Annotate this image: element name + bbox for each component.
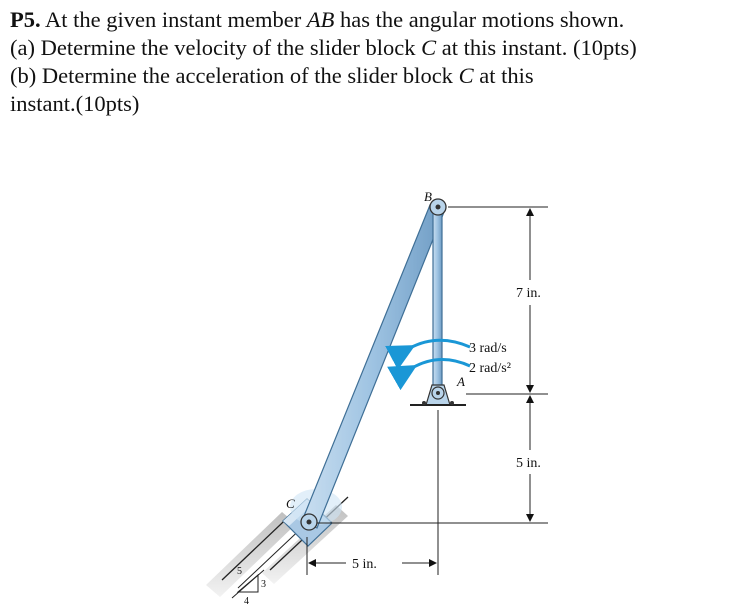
label-c: C [286, 496, 295, 511]
slider-label: C [421, 35, 437, 60]
dim-5-horizontal-label: 5 in. [352, 557, 377, 572]
problem-text: At the given instant member [45, 7, 307, 32]
slope-run-label: 4 [244, 596, 249, 607]
problem-number: P5. [10, 7, 41, 32]
part-a-text: (a) Determine the velocity of the slider block [10, 35, 422, 60]
dim-5-vertical-label: 5 in. [516, 456, 541, 471]
part-b-text: (b) Determine the acceleration of the slider block [10, 63, 459, 88]
rod-bc [302, 205, 444, 528]
problem-text: has the angular motions shown. [334, 7, 625, 32]
part-a-points: at this instant. (10pts) [436, 35, 637, 60]
slider-label: C [458, 63, 474, 88]
pin-b-center [436, 205, 441, 210]
member-ab [433, 207, 442, 397]
slope-rise-label: 3 [261, 579, 266, 590]
dim-7-label: 7 in. [516, 286, 541, 301]
slope-hyp-label: 5 [237, 566, 242, 577]
pin-c-center [307, 520, 312, 525]
label-a: A [457, 374, 465, 389]
omega-label: 3 rad/s [469, 341, 507, 356]
alpha-label: 2 rad/s² [469, 361, 511, 376]
member-label: AB [306, 7, 335, 32]
part-b-text-end: at this [473, 63, 534, 88]
part-b-continued: instant.(10pts) [10, 91, 140, 116]
label-b: B [424, 189, 432, 204]
